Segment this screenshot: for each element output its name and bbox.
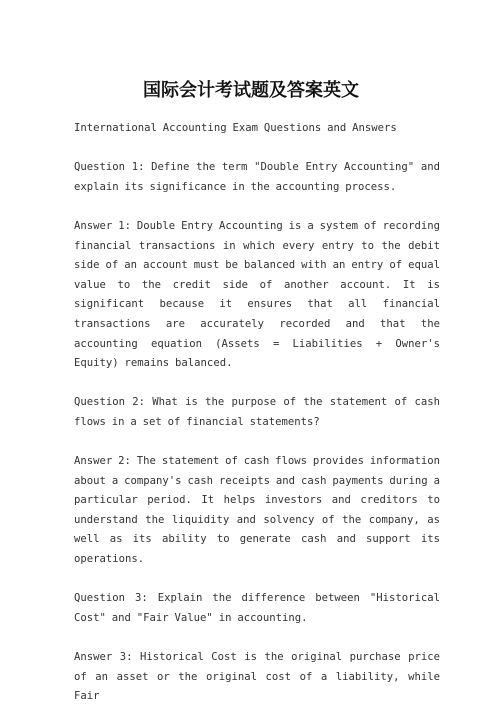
document-body [74,119,440,726]
answer-1: Answer 1: Double Entry Accounting is a system of recording financial transactions in which every entry to the debit side of an account must be balanced with an entry of equal value to the credit side of another account. It is significant because it ensures that all financial transactions are accurately recorded and that the accounting equation (Assets = Liabilities + Owner's Equity) remains balanced. [74,219,440,370]
answer-2: Answer 2: The statement of cash flows provides information about a company's cash receipts and cash payments during a particular period. It helps investors and creditors to understand the liquidity and solvency of the company, as well as its ability to generate cash and support its operations. [74,455,440,566]
question-1: Question 1: Define the term "Double Entry Accounting" and explain its significance in the accounting process. [74,161,440,193]
document-title: 国际会计考试题及答案英文 [143,80,359,101]
document-subtitle: International Accounting Exam Questions and Answers [74,122,397,134]
question-3: Question 3: Explain the difference between "Historical Cost" and "Fair Value" in accounting. [74,592,440,624]
answer-3: Answer 3: Historical Cost is the original purchase price of an asset or the original cost of a liability, while Fair [74,651,440,703]
question-2: Question 2: What is the purpose of the statement of cash flows in a set of financial statements? [74,396,440,428]
